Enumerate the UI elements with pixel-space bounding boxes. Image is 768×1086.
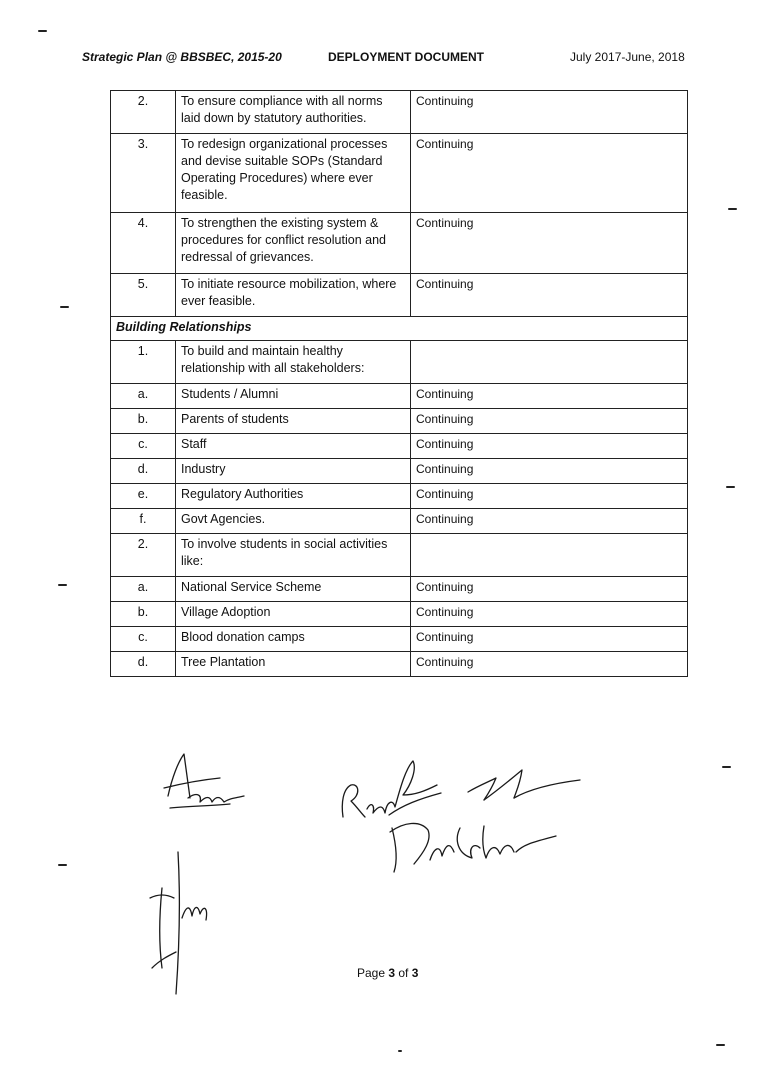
scan-speck	[726, 486, 735, 488]
page-indicator	[357, 966, 418, 980]
scan-speck	[722, 766, 731, 768]
table-row	[111, 134, 688, 213]
table-row	[111, 213, 688, 274]
row-objective: To involve students in social activities like:	[176, 534, 411, 577]
row-objective: To redesign organizational processes and devise suitable SOPs (Standard Operating Procedures) where ever feasible.	[176, 134, 411, 213]
table-row	[111, 627, 688, 652]
row-number: c.	[111, 434, 176, 459]
row-status: Continuing	[411, 91, 688, 134]
page-current: 3	[388, 966, 396, 980]
table-row	[111, 484, 688, 509]
row-status	[411, 341, 688, 384]
row-number: d.	[111, 652, 176, 677]
deployment-table	[110, 90, 688, 677]
row-number: f.	[111, 509, 176, 534]
table-row	[111, 652, 688, 677]
table-row	[111, 459, 688, 484]
section-title: Building Relationships	[111, 317, 688, 341]
header-period: July 2017-June, 2018	[570, 50, 685, 64]
row-status: Continuing	[411, 627, 688, 652]
row-objective: To initiate resource mobilization, where ever feasible.	[176, 274, 411, 317]
row-number: a.	[111, 384, 176, 409]
row-objective: To build and maintain healthy relationship with all stakeholders:	[176, 341, 411, 384]
row-status: Continuing	[411, 274, 688, 317]
row-number: 4.	[111, 213, 176, 274]
table-row	[111, 384, 688, 409]
row-objective: Tree Plantation	[176, 652, 411, 677]
page-separator: of	[395, 966, 412, 980]
row-objective: Regulatory Authorities	[176, 484, 411, 509]
row-number: b.	[111, 602, 176, 627]
page-total: 3	[411, 966, 419, 980]
row-number: 1.	[111, 341, 176, 384]
row-status: Continuing	[411, 384, 688, 409]
row-status: Continuing	[411, 459, 688, 484]
signature-1	[150, 748, 260, 818]
row-number: 3.	[111, 134, 176, 213]
section-row	[111, 317, 688, 341]
header-plan-title: Strategic Plan @ BBSBEC, 2015-20	[82, 50, 282, 64]
table-row	[111, 577, 688, 602]
table-row	[111, 409, 688, 434]
row-status	[411, 534, 688, 577]
table-row	[111, 274, 688, 317]
signature-4	[384, 808, 564, 878]
scan-speck	[58, 584, 67, 586]
row-objective: National Service Scheme	[176, 577, 411, 602]
table-row	[111, 509, 688, 534]
row-status: Continuing	[411, 577, 688, 602]
row-status: Continuing	[411, 409, 688, 434]
row-number: 5.	[111, 274, 176, 317]
row-status: Continuing	[411, 484, 688, 509]
row-objective: To ensure compliance with all norms laid down by statutory authorities.	[176, 91, 411, 134]
row-status: Continuing	[411, 509, 688, 534]
row-number: e.	[111, 484, 176, 509]
page-prefix: Page	[357, 966, 389, 980]
row-status: Continuing	[411, 213, 688, 274]
row-number: c.	[111, 627, 176, 652]
row-objective: Govt Agencies.	[176, 509, 411, 534]
scan-speck	[716, 1044, 725, 1046]
row-objective: Students / Alumni	[176, 384, 411, 409]
row-objective: Parents of students	[176, 409, 411, 434]
scan-speck	[60, 306, 69, 308]
row-number: d.	[111, 459, 176, 484]
scan-speck	[398, 1050, 402, 1052]
row-objective: Blood donation camps	[176, 627, 411, 652]
row-status: Continuing	[411, 134, 688, 213]
row-objective: To strengthen the existing system & procedures for conflict resolution and redressal of grievances.	[176, 213, 411, 274]
scan-speck	[58, 864, 67, 866]
scan-speck	[38, 30, 47, 32]
row-number: b.	[111, 409, 176, 434]
signature-5	[132, 848, 222, 998]
table-row	[111, 602, 688, 627]
row-objective: Staff	[176, 434, 411, 459]
row-number: 2.	[111, 534, 176, 577]
table-row	[111, 434, 688, 459]
table-row	[111, 534, 688, 577]
row-status: Continuing	[411, 602, 688, 627]
row-number: 2.	[111, 91, 176, 134]
row-objective: Village Adoption	[176, 602, 411, 627]
table-row	[111, 91, 688, 134]
header-document-type: DEPLOYMENT DOCUMENT	[328, 50, 484, 64]
row-status: Continuing	[411, 652, 688, 677]
row-number: a.	[111, 577, 176, 602]
row-objective: Industry	[176, 459, 411, 484]
scan-speck	[728, 208, 737, 210]
table-row	[111, 341, 688, 384]
signature-3	[458, 758, 588, 808]
row-status: Continuing	[411, 434, 688, 459]
